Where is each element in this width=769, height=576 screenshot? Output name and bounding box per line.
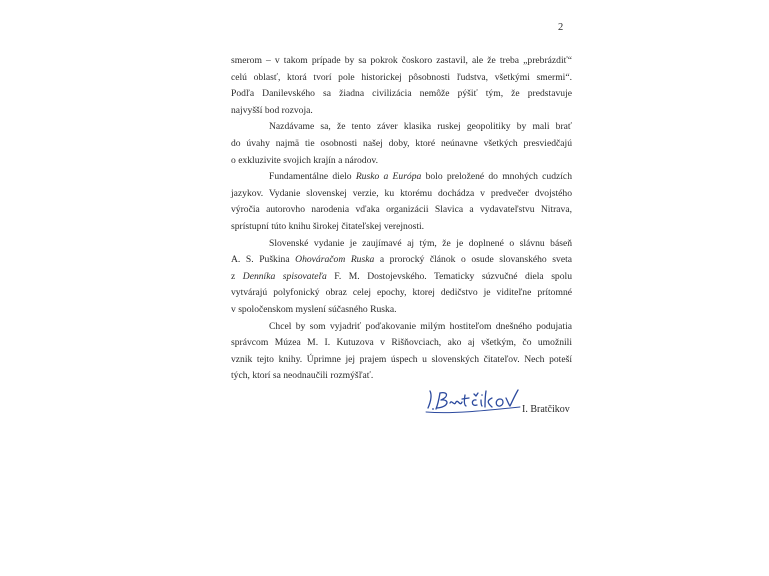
text-line: smerom – v takom prípade by sa pokrok čoskoro zastavil, ale že treba „prebrázdiť“ bbox=[231, 55, 572, 66]
text-line: vytvárajú polyfonický obraz celej epochy, ktorej dedičstvo je viditeľne prítomné bbox=[231, 287, 572, 299]
text-line bbox=[231, 169, 572, 186]
text-line bbox=[231, 252, 572, 269]
text-line: v spoločenskom myslení súčasného Ruska. bbox=[231, 303, 397, 315]
paragraph-1 bbox=[231, 53, 572, 119]
paragraph-4 bbox=[231, 236, 572, 319]
text-line: tých, ktorí sa neodnaučili rozmýšľať. bbox=[231, 370, 374, 382]
text-line: správcom Múzea M. I. Kutuzova v Rišňovciach, ako aj všetkým, čo umožnili bbox=[231, 337, 572, 349]
book-title-italic: Denníka spisovateľa bbox=[242, 270, 327, 282]
paragraph-3 bbox=[231, 169, 572, 235]
text-line: výročia autorovho narodenia vďaka organizácii Slavica a vydavateľstvu Nitrava, bbox=[231, 204, 572, 216]
text-line: najvyšší bod rozvoja. bbox=[231, 104, 313, 116]
poem-title-italic: Ohováračom Ruska bbox=[295, 254, 375, 266]
paragraph-2 bbox=[231, 119, 572, 169]
text-line: do úvahy najmä tie osobnosti našej doby, ktoré neúnavne všetkých presviedčajú bbox=[231, 137, 572, 149]
text-line: Podľa Danilevského sa žiadna civilizácia nemôže pýšiť tým, že predstavuje bbox=[231, 88, 572, 100]
text-line: sprístupní túto knihu širokej čitateľskej verejnosti. bbox=[231, 220, 425, 232]
text-line: celú oblasť, ktorá tvorí pole historickej pôsobnosti ľudstva, všetkými smermi“. bbox=[231, 71, 572, 83]
page-number: 2 bbox=[558, 22, 564, 33]
body-text bbox=[231, 53, 572, 385]
text-run: bolo preložené do mnohých cudzích bbox=[421, 171, 572, 183]
text-line: o exkluzivite svojich krajín a národov. bbox=[231, 154, 378, 166]
text-line: Chcel by som vyjadriť poďakovanie milým hostiteľom dnešného podujatia bbox=[269, 320, 572, 332]
text-line: Nazdávame sa, že tento záver klasika ruskej geopolitiky by mali brať bbox=[269, 121, 572, 133]
text-run: a prorocký článok o osude slovanského sveta bbox=[374, 254, 573, 266]
text-line: jazykov. Vydanie slovenskej verzie, ku ktorému dochádza v predvečer dvojstého bbox=[231, 187, 572, 199]
paragraph-5 bbox=[231, 319, 572, 385]
text-line: vznik tejto knihy. Úprimne jej prajem úspech u slovenských čitateľov. Nech poteší bbox=[231, 353, 572, 365]
text-run: F. M. Dostojevského. Tematicky súzvučné diela spolu bbox=[326, 270, 572, 282]
text-run: z bbox=[231, 270, 243, 282]
book-title-italic: Rusko a Európa bbox=[355, 171, 422, 183]
text-run: Fundamentálne dielo bbox=[269, 171, 356, 183]
signature-scribble bbox=[422, 381, 532, 417]
text-line: Slovenské vydanie je zaujímavé aj tým, že je doplnené o slávnu báseň bbox=[269, 237, 572, 249]
text-line bbox=[231, 269, 572, 286]
signer-name: I. Bratčikov bbox=[522, 404, 570, 415]
handwritten-signature bbox=[422, 381, 532, 417]
text-run: A. S. Puškina bbox=[231, 254, 296, 266]
